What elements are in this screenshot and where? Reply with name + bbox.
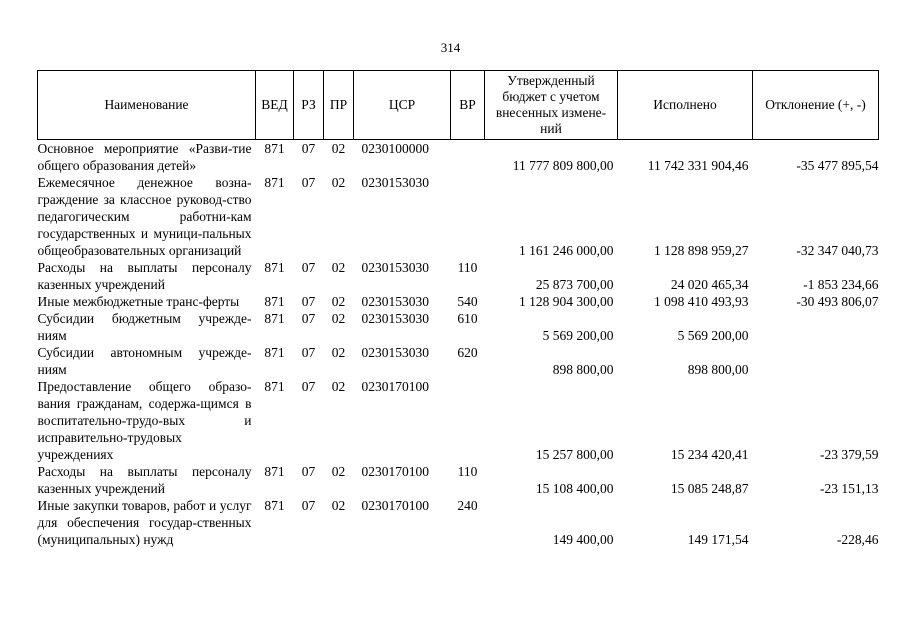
row-executed: 898 800,00 — [687, 362, 749, 377]
row-deviation: -30 493 806,07 — [796, 294, 879, 309]
row-csr: 0230153030 — [361, 311, 429, 326]
row-vr — [451, 140, 485, 175]
row-name: Предоставление общего образо-вания гражданам, содержа-щимся в воспитательно-трудо-вых и исправительно-трудовых учреждениях — [37, 379, 252, 462]
row-name: Субсидии автономным учрежде-ниям — [37, 345, 252, 377]
row-rz: 07 — [301, 294, 316, 309]
row-csr: 0230100000 — [361, 141, 429, 156]
row-approved: 898 800,00 — [552, 362, 614, 377]
header-rz: РЗ — [294, 71, 324, 140]
table-header-row — [38, 71, 879, 140]
row-vr: 110 — [457, 260, 478, 275]
row-ved: 871 — [264, 175, 285, 190]
row-csr: 0230170100 — [361, 498, 429, 513]
header-pr: ПР — [324, 71, 354, 140]
header-csr: ЦСР — [354, 71, 451, 140]
row-pr: 02 — [331, 311, 346, 326]
row-vr: 610 — [457, 311, 478, 326]
row-executed: 149 171,54 — [687, 532, 749, 547]
row-rz: 07 — [301, 379, 316, 394]
header-approved: Утвержденный бюджет с учетом внесенных измене-ний — [485, 71, 618, 140]
row-rz: 07 — [301, 175, 316, 190]
row-rz: 07 — [301, 311, 316, 326]
row-ved: 871 — [264, 464, 285, 479]
row-deviation — [753, 310, 879, 344]
table-row — [38, 497, 879, 548]
row-approved: 149 400,00 — [552, 532, 614, 547]
table-row — [38, 310, 879, 344]
row-approved: 5 569 200,00 — [542, 328, 614, 343]
row-ved: 871 — [264, 141, 285, 156]
table-row — [38, 463, 879, 497]
row-rz: 07 — [301, 498, 316, 513]
table-row — [38, 140, 879, 175]
row-executed: 24 020 465,34 — [670, 277, 749, 292]
row-pr: 02 — [331, 294, 346, 309]
row-csr: 0230153030 — [361, 260, 429, 275]
table-row — [38, 378, 879, 463]
row-pr: 02 — [331, 379, 346, 394]
row-vr — [451, 378, 485, 463]
table-row — [38, 293, 879, 310]
row-pr: 02 — [331, 141, 346, 156]
row-ved: 871 — [264, 294, 285, 309]
row-name: Расходы на выплаты персоналу казенных учреждений — [37, 260, 252, 292]
row-ved: 871 — [264, 498, 285, 513]
row-rz: 07 — [301, 345, 316, 360]
row-pr: 02 — [331, 260, 346, 275]
row-vr: 110 — [457, 464, 478, 479]
row-pr: 02 — [331, 498, 346, 513]
row-deviation: -32 347 040,73 — [796, 243, 879, 258]
row-approved: 15 257 800,00 — [535, 447, 614, 462]
row-deviation: -228,46 — [836, 532, 879, 547]
row-ved: 871 — [264, 311, 285, 326]
table-row — [38, 259, 879, 293]
row-pr: 02 — [331, 345, 346, 360]
row-csr: 0230170100 — [361, 379, 429, 394]
row-rz: 07 — [301, 464, 316, 479]
row-ved: 871 — [264, 379, 285, 394]
header-vr: ВР — [451, 71, 485, 140]
row-vr: 620 — [457, 345, 478, 360]
row-executed: 1 098 410 493,93 — [654, 294, 749, 309]
header-deviation: Отклонение (+, -) — [753, 71, 879, 140]
row-executed: 15 085 248,87 — [670, 481, 749, 496]
row-approved: 25 873 700,00 — [535, 277, 614, 292]
header-name: Наименование — [38, 71, 256, 140]
row-csr: 0230153030 — [361, 345, 429, 360]
row-executed: 1 128 898 959,27 — [654, 243, 749, 258]
row-vr: 240 — [457, 498, 478, 513]
header-executed: Исполнено — [618, 71, 753, 140]
row-csr: 0230170100 — [361, 464, 429, 479]
row-rz: 07 — [301, 260, 316, 275]
row-vr — [451, 174, 485, 259]
row-name: Расходы на выплаты персоналу казенных учреждений — [37, 464, 252, 496]
row-deviation: -23 151,13 — [820, 481, 879, 496]
row-name: Иные межбюджетные транс-ферты — [37, 294, 240, 309]
row-name: Субсидии бюджетным учрежде-ниям — [37, 311, 252, 343]
row-executed: 11 742 331 904,46 — [647, 158, 749, 173]
row-csr: 0230153030 — [361, 294, 429, 309]
row-csr: 0230153030 — [361, 175, 429, 190]
row-name: Ежемесячное денежное возна-граждение за классное руковод-ство педагогическим работни-кам государственных и муници-пальных общеобразовательных организаций — [37, 175, 252, 258]
budget-table — [37, 70, 879, 548]
row-ved: 871 — [264, 345, 285, 360]
row-approved: 15 108 400,00 — [535, 481, 614, 496]
row-approved: 11 777 809 800,00 — [512, 158, 614, 173]
row-vr: 540 — [457, 294, 478, 309]
header-ved: ВЕД — [256, 71, 294, 140]
row-rz: 07 — [301, 141, 316, 156]
row-deviation: -23 379,59 — [820, 447, 879, 462]
row-executed: 15 234 420,41 — [670, 447, 749, 462]
row-deviation: -1 853 234,66 — [803, 277, 879, 292]
row-approved: 1 161 246 000,00 — [519, 243, 614, 258]
table-row — [38, 174, 879, 259]
row-approved: 1 128 904 300,00 — [519, 294, 614, 309]
row-pr: 02 — [331, 464, 346, 479]
row-name: Иные закупки товаров, работ и услуг для обеспечения государ-ственных (муниципальных) нужд — [37, 498, 252, 547]
row-deviation: -35 477 895,54 — [796, 158, 879, 173]
table-row — [38, 344, 879, 378]
page-number: 314 — [440, 40, 461, 55]
row-name: Основное мероприятие «Разви-тие общего образования детей» — [37, 141, 252, 173]
row-pr: 02 — [331, 175, 346, 190]
row-ved: 871 — [264, 260, 285, 275]
row-executed: 5 569 200,00 — [677, 328, 749, 343]
row-deviation — [753, 344, 879, 378]
